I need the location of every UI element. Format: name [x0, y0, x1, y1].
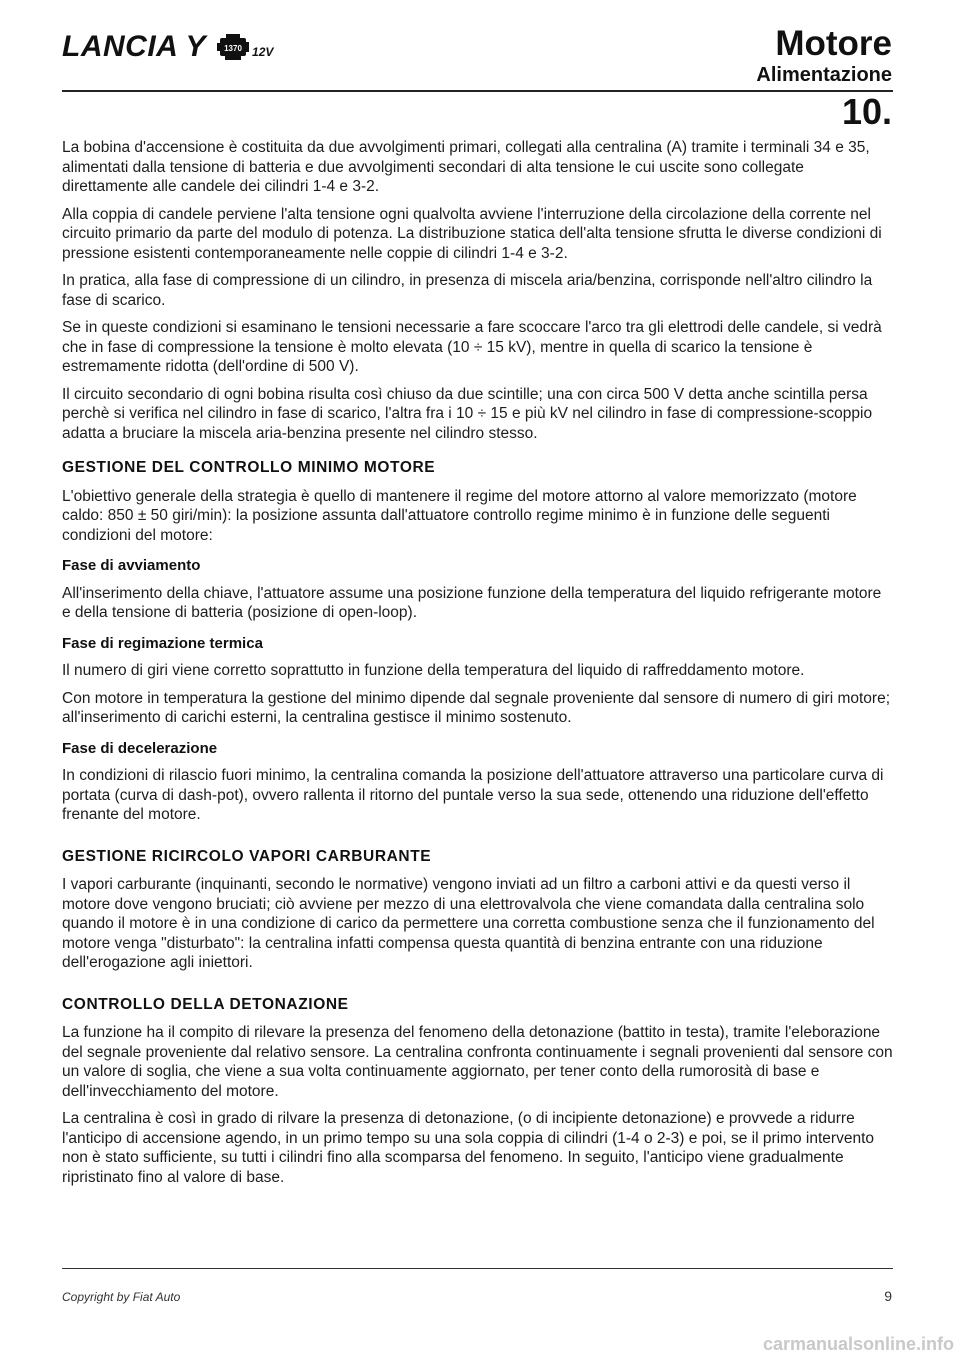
- paragraph: In pratica, alla fase di compressione di un cilindro, in presenza di miscela aria/benzina, corrisponde nell'altro cilindro la fase di scarico.: [62, 272, 873, 309]
- paragraph: In condizioni di rilascio fuori minimo, la centralina comanda la posizione dell'attuatore attraverso una particolare curva di portata (curva di dash-pot), ovvero rallenta il ritorno del puntale verso la sua sede, ottenendo una riduzione dell'effetto frenante del motore.: [62, 767, 884, 823]
- page-number: 9: [884, 1288, 892, 1304]
- paragraph: La funzione ha il compito di rilevare la presenza del fenomeno della detonazione (battito in testa), tramite l'eleborazione del segnale proveniente dal relativo sensore. La centralina confronta continuamente i segnali provenienti dal sensore con un valore di soglia, che viene a sua volta continuamente aggiornato, per tener conto della rumorosità di base e dell'invecchiamento del motore.: [62, 1024, 893, 1100]
- heading-knock-control: CONTROLLO DELLA DETONAZIONE: [62, 995, 349, 1013]
- copyright-text: Copyright by Fiat Auto: [62, 1290, 181, 1304]
- paragraph: All'inserimento della chiave, l'attuatore assume una posizione funzione della temperatura del liquido refrigerante motore e della tensione di batteria (posizione di open-loop).: [62, 584, 882, 621]
- heading-idle-control: GESTIONE DEL CONTROLLO MINIMO MOTORE: [62, 459, 436, 476]
- subsection-title: Alimentazione: [756, 64, 892, 86]
- paragraph: L'obiettivo generale della strategia è quello di mantenere il regime del motore attorno al valore memorizzato (motore caldo: 850 ± 50 giri/min): la posizione assunta dall'attuatore controllo regime minimo è in funzione delle seguenti condizioni del motore:: [62, 487, 857, 544]
- header-divider: [62, 90, 893, 92]
- paragraph: Con motore in temperatura la gestione del minimo dipende dal segnale proveniente dal sensore di numero di giri motore; all'inserimento di carichi esterni, la centralina gestisce il minimo sostenuto.: [62, 689, 891, 726]
- paragraph: Alla coppia di candele perviene l'alta tensione ogni qualvolta avviene l'interruzione della circolazione della corrente nel circuito primario da parte del modulo di potenza. La distribuzione statica dell'alta tensione sfrutta le diverse condizioni di pressione esistenti contemporaneamente nelle coppie di cilindri 1-4 e 3-2.: [62, 205, 882, 262]
- chapter-number: 10.: [841, 91, 892, 132]
- footer-divider: [62, 1268, 893, 1269]
- paragraph: Se in queste condizioni si esaminano le tensioni necessarie a fare scoccare l'arco tra gli elettrodi delle candele, si vedrà che in fase di compressione la tensione è molto elevata (10 ÷ 15 kV), mentre in quella di scarico la tensione è estremamente ridotta (dell'ordine di 500 V).: [62, 319, 882, 375]
- subheading-startup: Fase di avviamento: [62, 557, 201, 574]
- paragraph: La centralina è così in grado di rilvare la presenza di detonazione, (o di incipiente detonazione) e provvede a ridurre l'anticipo di accensione agendo, in un primo tempo su una sola coppia di cilindri (1-4 o 2-3) e poi, se il primo intervento non è stato sufficiente, su tutti i cilindri fino alla scomparsa del fenomeno. In seguito, l'anticipo viene gradualmente ripristinato fino al valore di base.: [62, 1110, 874, 1186]
- paragraph: I vapori carburante (inquinanti, secondo le normative) vengono inviati ad un filtro a carboni attivi e da questi verso il motore dove vengono bruciati; ciò avviene per mezzo di una elettrovalvola che viene comandata dalla centralina solo quando il motore è in una condizione di carico da permettere una corretta combustione senza che il funzionamento del motore venga "disturbato": la centralina infatti compensa questa quantità di benzina entrante con una riduzione dell'erogazione agli iniettori.: [62, 876, 875, 971]
- engine-tag: 12V: [252, 45, 274, 59]
- engine-badge-text: 1370: [224, 44, 242, 53]
- watermark: carmanualsonline.info: [762, 1334, 954, 1354]
- section-title: Motore: [775, 24, 892, 63]
- header-brand-block: [62, 30, 273, 64]
- header-section-block: [756, 24, 892, 86]
- paragraph: Il circuito secondario di ogni bobina risulta così chiuso da due scintille; una con circa 500 V detta anche scintilla persa perchè si verifica nel cilindro in fase di scarico, l'altra fra i 10 ÷ 15 e più kV nel cilindro in fase di compressione-scoppio adatta a bruciare la miscela aria-benzina presente nel cilindro stesso.: [62, 385, 873, 442]
- heading-fuel-vapor: GESTIONE RICIRCOLO VAPORI CARBURANTE: [62, 847, 432, 865]
- engine-icon: [216, 33, 250, 61]
- paragraph: Il numero di giri viene corretto soprattutto in funzione della temperatura del liquido di raffreddamento motore.: [62, 662, 805, 679]
- subheading-thermal: Fase di regimazione termica: [62, 634, 263, 652]
- body-text: [62, 138, 894, 1195]
- paragraph: La bobina d'accensione è costituita da due avvolgimenti primari, collegati alla centralina (A) tramite i terminali 34 e 35, alimentati dalla tensione di batteria e due avvolgimenti secondari di alta tensione le cui uscite sono collegate direttamente alle candele dei cilindri 1-4 e 3-2.: [62, 139, 870, 195]
- brand-title: LANCIA Y: [62, 30, 207, 63]
- subheading-deceleration: Fase di decelerazione: [62, 739, 218, 757]
